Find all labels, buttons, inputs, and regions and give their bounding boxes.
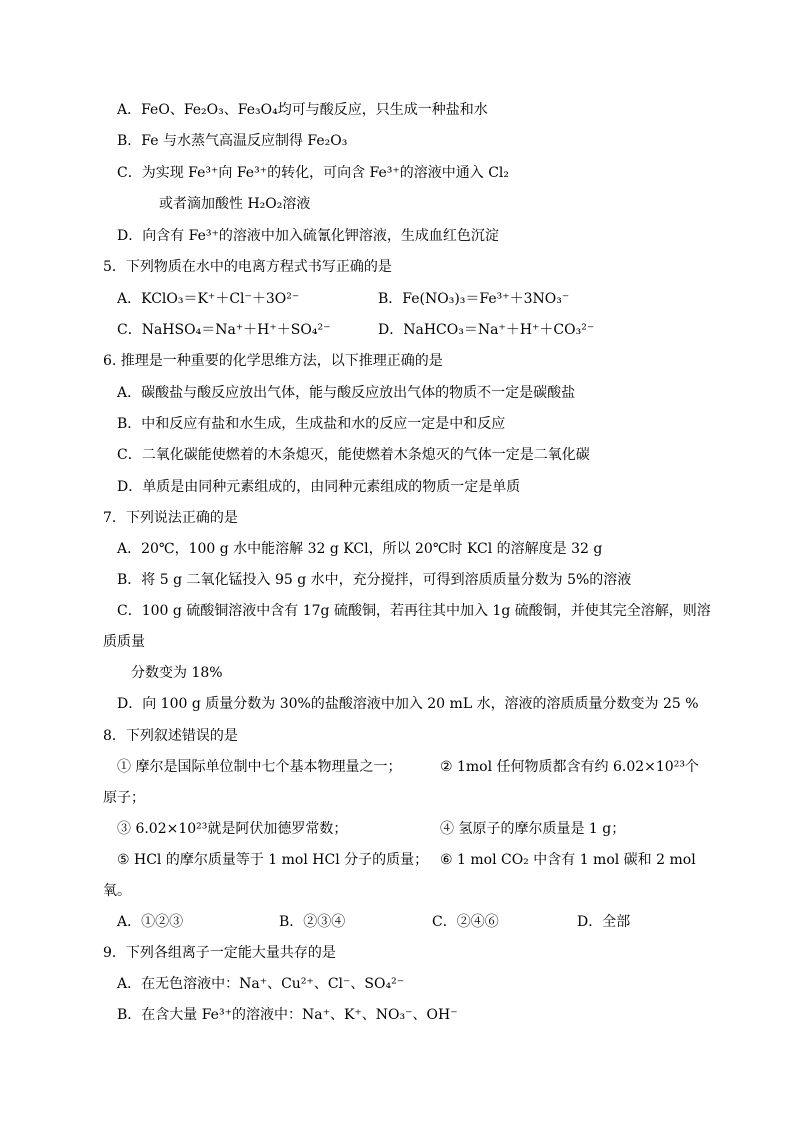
- q9-option-a: A．在无色溶液中：Na⁺、Cu²⁺、Cl⁻、SO₄²⁻: [117, 976, 405, 992]
- q4-option-b: B．Fe 与水蒸气高温反应制得 Fe₂O₃: [117, 133, 348, 149]
- q4-option-d: D．向含有 Fe³⁺的溶液中加入硫氰化钾溶液，生成血红色沉淀: [117, 228, 499, 244]
- q8-option-b: B．②③④: [279, 914, 346, 930]
- q6-option-d: D．单质是由同种元素组成的，由同种元素组成的物质一定是单质: [117, 479, 521, 495]
- q8-statement-2: ② 1mol 任何物质都含有约 6.02×10²³个: [440, 759, 699, 775]
- q5-option-b: B．Fe(NO₃)₃＝Fe³⁺＋3NO₃⁻: [378, 291, 570, 307]
- q8-option-a: A．①②③: [117, 914, 184, 930]
- q6-option-a: A．碳酸盐与酸反应放出气体，能与酸反应放出气体的物质不一定是碳酸盐: [117, 385, 576, 401]
- q7-option-c-continued: 质质量: [103, 634, 145, 650]
- q8-statement-2-continued: 原子；: [103, 790, 145, 806]
- q9-option-b: B．在含大量 Fe³⁺的溶液中：Na⁺、K⁺、NO₃⁻、OH⁻: [117, 1007, 458, 1023]
- q4-option-c: C．为实现 Fe³⁺向 Fe³⁺的转化，可向含 Fe³⁺的溶液中通入 Cl₂: [117, 165, 510, 181]
- q4-option-a: A．FeO、Fe₂O₃、Fe₃O₄均可与酸反应，只生成一种盐和水: [117, 102, 488, 118]
- q7-option-c-continued-2: 分数变为 18%: [131, 665, 223, 681]
- q9-stem: 9．下列各组离子一定能大量共存的是: [103, 945, 336, 961]
- q7-option-b: B．将 5 g 二氧化锰投入 95 g 水中，充分搅拌，可得到溶质质量分数为 5%的溶液: [117, 572, 632, 588]
- q4-option-c-continued: 或者滴加酸性 H₂O₂溶液: [159, 196, 311, 212]
- q6-option-c: C．二氧化碳能使燃着的木条熄灭，能使燃着木条熄灭的气体一定是二氧化碳: [117, 447, 590, 463]
- q8-statement-6: ⑥ 1 mol CO₂ 中含有 1 mol 碳和 2 mol: [440, 852, 696, 868]
- q6-stem: 6. 推理是一种重要的化学思维方法，以下推理正确的是: [103, 353, 443, 369]
- q5-option-d: D．NaHCO₃＝Na⁺＋H⁺＋CO₃²⁻: [378, 322, 595, 338]
- q7-option-c: C．100 g 硫酸铜溶液中含有 17g 硫酸铜，若再往其中加入 1g 硫酸铜，并使其完全溶解，则溶: [117, 603, 711, 619]
- q5-option-a: A．KClO₃＝K⁺＋Cl⁻＋3O²⁻: [117, 291, 300, 307]
- q8-option-d: D．全部: [577, 914, 631, 930]
- q6-option-b: B．中和反应有盐和水生成，生成盐和水的反应一定是中和反应: [117, 416, 506, 432]
- q8-statement-1: ① 摩尔是国际单位制中七个基本物理量之一；: [117, 759, 402, 775]
- q8-option-c: C．②④⑥: [432, 914, 499, 930]
- q5-stem: 5．下列物质在水中的电离方程式书写正确的是: [103, 259, 392, 275]
- q8-stem: 8．下列叙述错误的是: [103, 728, 238, 744]
- q8-statement-3: ③ 6.02×10²³就是阿伏加德罗常数；: [117, 821, 348, 837]
- q8-statement-6-continued: 氧。: [103, 883, 131, 899]
- q5-option-c: C．NaHSO₄＝Na⁺＋H⁺＋SO₄²⁻: [117, 322, 331, 338]
- q7-option-d: D．向 100 g 质量分数为 30%的盐酸溶液中加入 20 mL 水，溶液的溶质质量分数变为 25 %: [117, 696, 699, 712]
- q7-stem: 7．下列说法正确的是: [103, 510, 238, 526]
- q7-option-a: A．20℃，100 g 水中能溶解 32 g KCl，所以 20℃时 KCl 的溶解度是 32 g: [117, 541, 603, 557]
- q8-statement-5: ⑤ HCl 的摩尔质量等于 1 mol HCl 分子的质量；: [117, 852, 429, 868]
- q8-statement-4: ④ 氢原子的摩尔质量是 1 g；: [440, 821, 626, 837]
